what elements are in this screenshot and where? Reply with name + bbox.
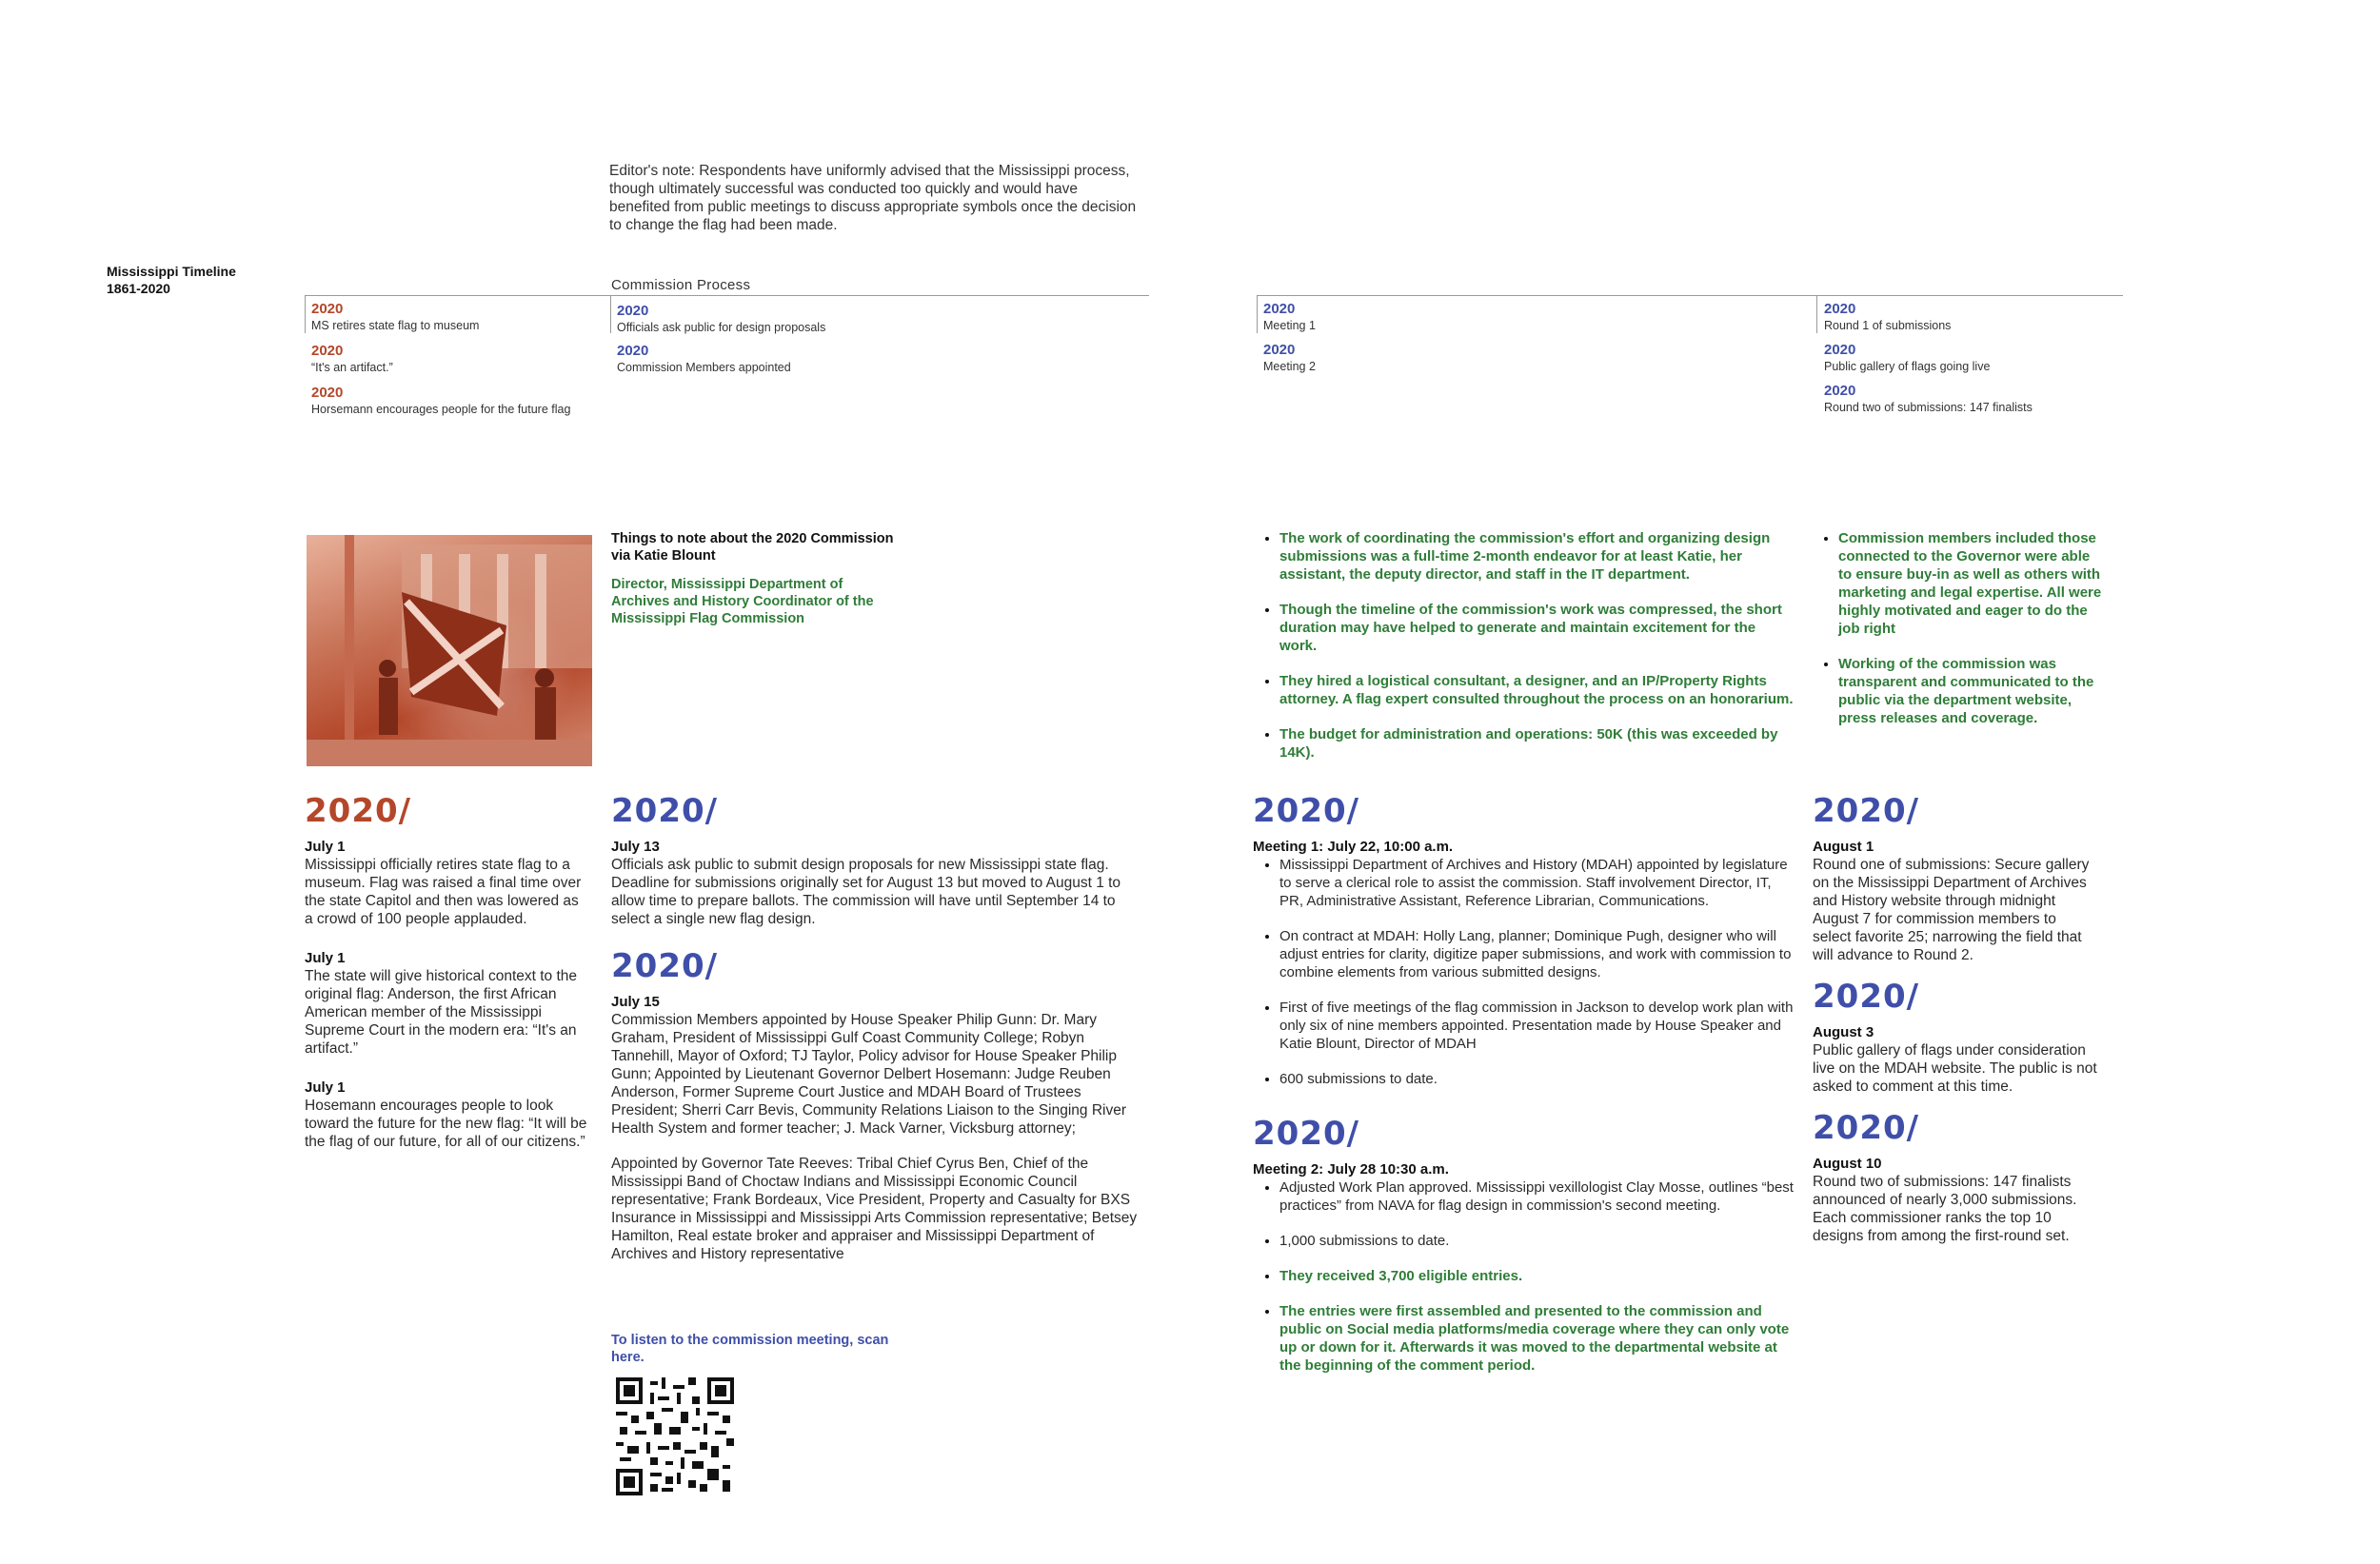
note-item: • They hired a logistical consultant, a designer, and an IP/Property Rights attorney. A flag expert consulted throughout the process on an honorarium.	[1279, 672, 1795, 708]
things-to-note-heading: Things to note about the 2020 Commission via Katie Blount	[611, 531, 894, 564]
notes-column-4	[1812, 529, 2107, 744]
entry-date: August 10	[1813, 1156, 1882, 1172]
timeline-column-1	[311, 301, 606, 426]
things-to-note	[611, 530, 897, 627]
year-heading: 2020/	[1253, 1115, 1360, 1153]
timeline-item	[1824, 301, 2110, 342]
meeting2-green-list	[1253, 1267, 1795, 1375]
meeting-item: • They received 3,700 eligible entries.	[1279, 1267, 1795, 1285]
timeline-label: Meeting 1	[1263, 319, 1316, 332]
qr-code[interactable]	[616, 1377, 734, 1495]
notes-column-3	[1253, 529, 1795, 779]
timeline-label: Officials ask public for design proposals	[617, 321, 826, 334]
timeline-year: 2020	[1824, 301, 1856, 317]
note-item: • Working of the commission was transparent and communicated to the public via the department website, press releases and coverage.	[1838, 655, 2107, 727]
timeline-label: Meeting 2	[1263, 360, 1316, 373]
qr-code-icon	[616, 1377, 734, 1495]
timeline-label: Round two of submissions: 147 finalists	[1824, 401, 2033, 414]
timeline-label: Commission Members appointed	[617, 361, 791, 374]
note-item: • The work of coordinating the commission's effort and organizing design submissions was a full-time 2-month endeavor for at least Katie, her assistant, the deputy director, and staff in the IT department.	[1279, 529, 1795, 584]
timeline-item	[1263, 301, 1644, 342]
note-item: • The budget for administration and operations: 50K (this was exceeded by 14K).	[1279, 725, 1795, 762]
timeline-column-4	[1824, 301, 2110, 424]
column-3-meetings	[1253, 792, 1795, 1392]
entry-text: Mississippi officially retires state flag to a museum. Flag was raised a final time over the state Capitol and then was lowered as a crowd of 100 people applauded.	[305, 857, 582, 927]
meeting-date: Meeting 1: July 22, 10:00 a.m.	[1253, 839, 1454, 855]
timeline-item	[617, 303, 998, 343]
things-to-note-subtitle: Director, Mississippi Department of Archives and History Coordinator of the Mississippi Flag Commission	[611, 577, 874, 626]
flag-ceremony-photo	[307, 535, 592, 766]
timeline-column-3	[1263, 301, 1644, 383]
year-heading: 2020/	[305, 792, 412, 830]
photo-illustration	[307, 535, 592, 766]
note-item: • Commission members included those connected to the Governor were able to ensure buy-in as well as others with marketing and legal expertise. All were highly motivated and eager to do the job right	[1838, 529, 2107, 638]
year-heading: 2020/	[611, 947, 719, 985]
entry-date: July 1	[305, 950, 346, 966]
timeline-year: 2020	[1824, 342, 1856, 358]
timeline-year: 2020	[311, 343, 344, 359]
timeline-label: Horsemann encourages people for the future flag	[311, 403, 571, 416]
editor-note: Editor's note: Respondents have uniformly advised that the Mississippi process, though ultimately successful was conducted too quickly and would have benefited from public meetings to discuss appropriate symbols once the decision to change the flag had been made.	[609, 163, 1137, 233]
entry-date: July 1	[305, 839, 346, 855]
timeline-year: 2020	[1824, 383, 1856, 399]
timeline-item	[311, 301, 606, 343]
timeline-item	[311, 385, 606, 426]
column-2-july	[611, 792, 1149, 1284]
meeting-item: • On contract at MDAH: Holly Lang, planner; Dominique Pugh, designer who will adjust entries for clarity, digitize paper submissions, and work with commission to combine elements from various submitted designs.	[1279, 927, 1795, 981]
timeline-title-line1: Mississippi Timeline	[107, 264, 236, 279]
meeting1-list	[1253, 856, 1795, 1088]
meeting-item: • Mississippi Department of Archives and History (MDAH) appointed by legislature to serve a clerical role to assist the commission. Staff involvement Director, IT, PR, Administrative Assistant, Reference Librarian, Communications.	[1279, 856, 1795, 910]
commission-process-label: Commission Process	[611, 277, 751, 293]
entry-date: July 15	[611, 994, 660, 1010]
meeting2-list	[1253, 1178, 1795, 1250]
timeline-item	[1824, 342, 2110, 383]
timeline-item	[617, 343, 998, 383]
timeline-label: “It's an artifact.”	[311, 361, 393, 374]
timeline-tick	[1816, 295, 1817, 333]
timeline-item	[1824, 383, 2110, 424]
listen-text: To listen to the commission meeting, scan here.	[611, 1333, 889, 1365]
year-heading: 2020/	[1813, 792, 1920, 830]
meeting-item: • First of five meetings of the flag commission in Jackson to develop work plan with only six of nine members appointed. Presentation made by House Speaker and Katie Blount, Director of MDAH	[1279, 999, 1795, 1053]
timeline-item	[1263, 342, 1644, 383]
entry-text: The state will give historical context to the original flag: Anderson, the first African American member of the Mississippi Supreme Court in the modern era: “It's an artifact.”	[305, 968, 578, 1057]
timeline-year: 2020	[1263, 301, 1296, 317]
meeting-item: • Adjusted Work Plan approved. Mississippi vexillologist Clay Mosse, outlines “best practices” from NAVA for flag design in commission's second meeting.	[1279, 1178, 1795, 1215]
meeting-item: • 1,000 submissions to date.	[1279, 1232, 1795, 1250]
year-heading: 2020/	[611, 792, 719, 830]
column-1-july	[305, 792, 590, 1172]
meeting-item: • The entries were first assembled and presented to the commission and public on Social media platforms/media coverage where they can only vote up or down for it. Afterwards it was moved to the departmental website at the beginning of the comment period.	[1279, 1302, 1795, 1375]
timeline-year: 2020	[311, 301, 344, 317]
entry-text: Officials ask public to submit design proposals for new Mississippi state flag. Deadline for submissions originally set for August 13 but moved to August 1 to allow time to prepare ballots. The commission will have until September 14 to select a single new flag design.	[611, 857, 1121, 927]
entry-text: Hosemann encourages people to look toward the future for the new flag: “It will be the flag of our future, for all of our citizens.”	[305, 1098, 587, 1150]
meeting-item: • 600 submissions to date.	[1279, 1070, 1795, 1088]
meeting-date: Meeting 2: July 28 10:30 a.m.	[1253, 1161, 1449, 1178]
year-heading: 2020/	[1253, 792, 1360, 830]
entry-date: July 1	[305, 1079, 346, 1096]
timeline-year: 2020	[617, 343, 649, 359]
timeline-title	[107, 263, 236, 297]
timeline-column-2	[617, 303, 998, 383]
entry-text: Round two of submissions: 147 finalists announced of nearly 3,000 submissions. Each commissioner ranks the top 10 designs from among the first-round set.	[1813, 1174, 2077, 1244]
entry-date: August 3	[1813, 1024, 1874, 1040]
year-heading: 2020/	[1813, 978, 1920, 1016]
timeline-label: Public gallery of flags going live	[1824, 360, 1991, 373]
timeline-tick	[305, 295, 306, 333]
entry-date: July 13	[611, 839, 660, 855]
entry-text: Round one of submissions: Secure gallery on the Mississippi Department of Archives and History website through midnight August 7 for commission members to select favorite 25; narrowing the field that will advance to Round 2.	[1813, 857, 2090, 963]
timeline-year: 2020	[1263, 342, 1296, 358]
entry-date: August 1	[1813, 839, 1874, 855]
timeline-rule-right	[1257, 295, 2123, 296]
timeline-year: 2020	[617, 303, 649, 319]
timeline-year: 2020	[311, 385, 344, 401]
timeline-rule-left	[305, 295, 1149, 296]
entry-text: Commission Members appointed by House Speaker Philip Gunn: Dr. Mary Graham, President of Mississippi Gulf Coast Community College; Robyn Tannehill, Mayor of Oxford; TJ Taylor, Policy advisor for House Speaker Philip Gunn; Appointed by Lieutenant Governor Delbert Hosemann: Judge Reuben Anderson, Former Supreme Court Justice and MDAH Board of Trustees President; Sherri Carr Bevis, Community Relations Liaison to the Singing River Health System and former teacher; J. Mack Varner, Vicksburg attorney;	[611, 1012, 1127, 1137]
timeline-tick	[610, 295, 611, 333]
entry-text: Public gallery of flags under consideration live on the MDAH website. The public is not asked to comment at this time.	[1813, 1042, 2097, 1095]
note-item: • Though the timeline of the commission's work was compressed, the short duration may have helped to generate and maintain excitement for the work.	[1279, 601, 1795, 655]
timeline-label: Round 1 of submissions	[1824, 319, 1952, 332]
timeline-item	[311, 343, 606, 385]
column-4-august	[1813, 792, 2098, 1266]
year-heading: 2020/	[1813, 1109, 1920, 1147]
timeline-label: MS retires state flag to museum	[311, 319, 480, 332]
timeline-tick	[1257, 295, 1258, 333]
entry-text: Appointed by Governor Tate Reeves: Tribal Chief Cyrus Ben, Chief of the Mississippi Band of Choctaw Indians and Mississippi Economic Council representative; Frank Bordeaux, Vice President, Property and Casualty for BXS Insurance in Mississippi and Mississippi Arts Commission representative; Betsey Hamilton, Real estate broker and appraiser and Mississippi Department of Archives and History representative	[611, 1156, 1138, 1262]
timeline-title-line2: 1861-2020	[107, 281, 170, 296]
